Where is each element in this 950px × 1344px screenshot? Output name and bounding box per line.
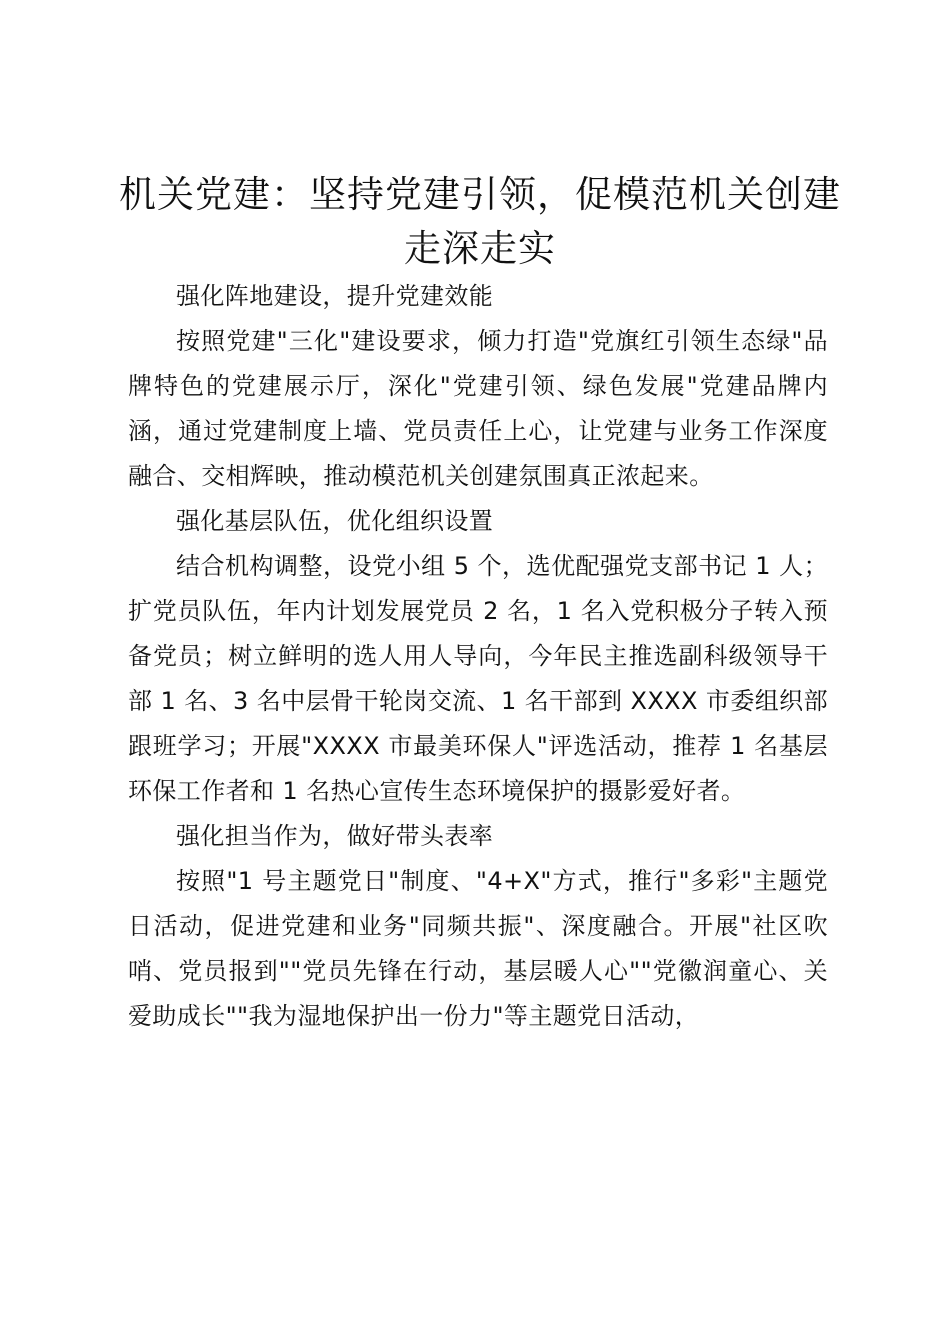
section-body-2: 结合机构调整，设党小组 5 个，选优配强党支部书记 1 人；扩党员队伍，年内计划发展党员 2 名，1 名入党积极分子转入预备党员；树立鲜明的选人用人导向，今年民主推选副科级领导干部 1 名、3 名中层骨干轮岗交流、1 名干部到 XXXX 市委组织部跟班学习；开展"XXXX 市最美环保人"评选活动，推荐 1 名基层环保工作者和 1 名热心宣传生态环境保护的摄影爱好者。 (128, 552, 828, 805)
section-body-1: 按照党建"三化"建设要求，倾力打造"党旗红引领生态绿"品牌特色的党建展示厅，深化"党建引领、绿色发展"党建品牌内涵，通过党建制度上墙、党员责任上心，让党建与业务工作深度融合、交相辉映，推动模范机关创建氛围真正浓起来。 (128, 327, 828, 490)
document-title: 机关党建：坚持党建引领，促模范机关创建走深走实 (119, 173, 841, 270)
section-heading-2: 强化基层队伍，优化组织设置 (176, 507, 494, 535)
section-heading-3: 强化担当作为，做好带头表率 (176, 822, 494, 850)
section-body-3: 按照"1 号主题党日"制度、"4+X"方式，推行"多彩"主题党日活动，促进党建和业务"同频共振"、深度融合。开展"社区吹哨、党员报到""党员先锋在行动，基层暖人心""党徽润童心、关爱助成长""我为湿地保护出一份力"等主题党日活动， (128, 867, 828, 1030)
section-heading-1: 强化阵地建设，提升党建效能 (176, 282, 494, 310)
document-body (128, 274, 828, 1039)
